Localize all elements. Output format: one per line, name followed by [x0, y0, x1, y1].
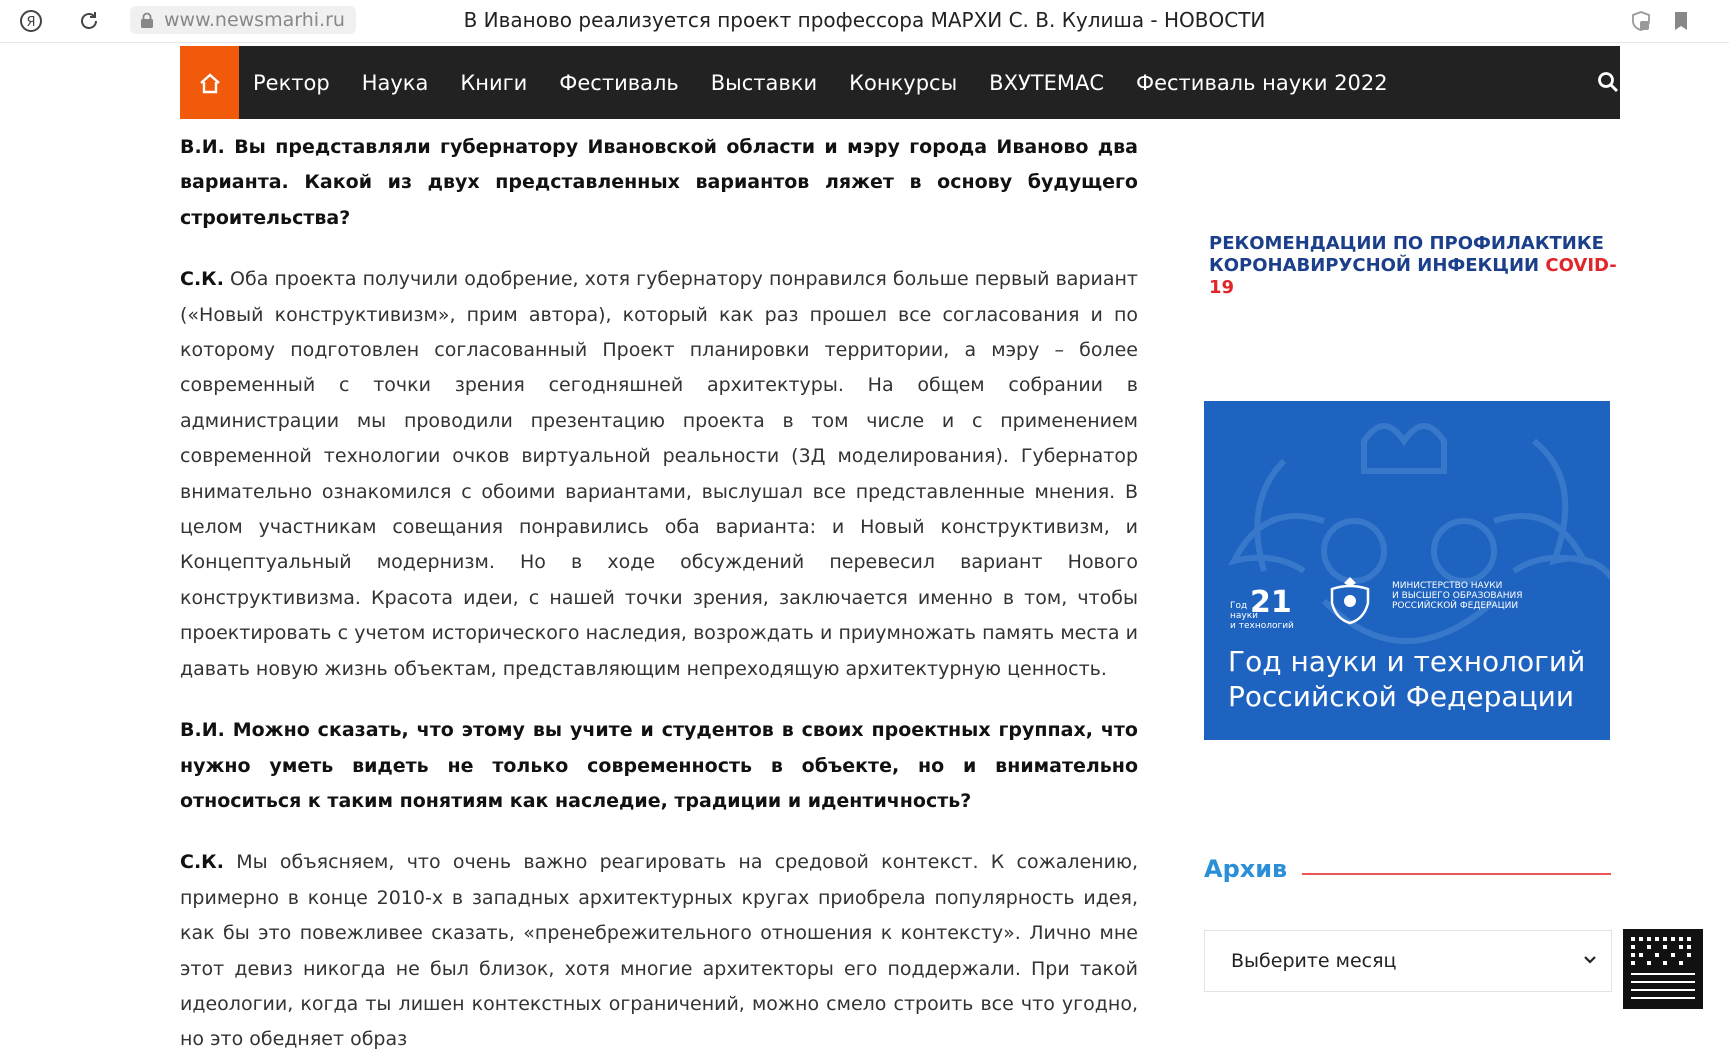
- coat-of-arms-icon: [1322, 571, 1378, 627]
- question-2: В.И. Можно сказать, что этому вы учите и студентов в своих проектных группах, что нужно уметь видеть не только современность в объекте, но и внимательно относиться к таким понятиям как наследие, традиции и идентичность?: [180, 719, 1138, 812]
- url-text: www.newsmarhi.ru: [164, 9, 345, 31]
- ministry-label: МИНИСТЕРСТВО НАУКИ И ВЫСШЕГО ОБРАЗОВАНИЯ РОССИЙСКОЙ ФЕДЕРАЦИИ: [1392, 581, 1523, 611]
- archive-heading: Архив: [1204, 855, 1288, 883]
- banner-title-line-1: Год науки и технологий: [1228, 645, 1586, 678]
- browser-toolbar: [0, 0, 1729, 43]
- nav-item-vkhutemas[interactable]: ВХУТЕМАС: [989, 70, 1105, 95]
- main-navigation: [180, 46, 1620, 119]
- year-badge: 21: [1250, 585, 1292, 620]
- nav-item-rector[interactable]: Ректор: [253, 70, 330, 95]
- archive-divider: [1302, 873, 1611, 875]
- nav-item-science-festival[interactable]: Фестиваль науки 2022: [1136, 70, 1388, 95]
- archive-month-select[interactable]: [1204, 930, 1612, 992]
- nav-item-exhibitions[interactable]: Выставки: [710, 70, 818, 95]
- banner-title-line-2: Российской Федерации: [1228, 680, 1575, 713]
- nav-item-books[interactable]: Книги: [460, 70, 528, 95]
- yandex-icon[interactable]: [18, 8, 44, 34]
- answer-speaker: С.К.: [180, 851, 224, 874]
- banner-title: [1228, 644, 1585, 714]
- answer-text: Мы объясняем, что очень важно реагировать на средовой контекст. К сожалению, примерно в конце 2010-х в западных архитектурных кругах приобрела популярность идея, как бы это повежливее сказать, «пренебрежительного отношения к контексту». Лично мне этот девиз никогда не был близок, хотя многие архитекторы его поддержали. При такой идеологии, когда ты лишен контекстных ограничений, можно смело строить все что угодно, но это обедняет образ: [180, 851, 1138, 1051]
- answer-speaker: С.К.: [180, 268, 224, 291]
- home-button[interactable]: [180, 46, 239, 119]
- answer-1: [180, 262, 1138, 687]
- nav-item-contests[interactable]: Конкурсы: [849, 70, 958, 95]
- answer-2: [180, 845, 1138, 1057]
- nav-item-science[interactable]: Наука: [361, 70, 429, 95]
- svg-text:Я: Я: [26, 15, 36, 30]
- article-body: [180, 130, 1138, 1058]
- home-icon: [198, 72, 222, 94]
- science-year-banner[interactable]: [1204, 401, 1610, 740]
- address-bar[interactable]: [130, 6, 356, 34]
- search-icon[interactable]: [1596, 70, 1620, 94]
- covid-line-1: РЕКОМЕНДАЦИИ ПО ПРОФИЛАКТИКЕ: [1209, 233, 1604, 254]
- year-caption: Год науки и технологий: [1230, 601, 1294, 631]
- page-title: В Иваново реализуется проект профессора МАРХИ С. В. Кулиша - НОВОСТИ: [463, 8, 1266, 32]
- covid-recommendations-link[interactable]: [1209, 233, 1619, 299]
- covid-line-2: КОРОНАВИРУСНОЙ ИНФЕКЦИИ: [1209, 255, 1546, 276]
- question-1: В.И. Вы представляли губернатору Ивановской области и мэру города Иваново два варианта. Какой из двух представленных вариантов ляжет в основу будущего строительства?: [180, 136, 1138, 229]
- covid-label: COVID-19: [1209, 255, 1617, 298]
- archive-select-value: Выберите месяц: [1231, 950, 1397, 972]
- bookmark-icon[interactable]: [1668, 8, 1694, 34]
- nav-item-festival[interactable]: Фестиваль: [559, 70, 679, 95]
- answer-text: Оба проекта получили одобрение, хотя губернатору понравился больше первый вариант («Новый конструктивизм», прим автора), который как раз прошел все согласования и по которому подготовлен согласованный Проект планировки территории, а мэру – более современный с точки зрения сегодняшней архитектуры. На общем собрании в администрации мы проводили презентацию проекта в том числе и с применением современной технологии очков виртуальной реальности (3Д моделирования). Губернатор внимательно ознакомился с обоими вариантами, выслушал все представленные мнения. В целом участникам совещания понравились оба варианта: и Новый конструктивизм, и Концептуальный модернизм. Но в ходе обсуждений перевесил вариант Нового конструктивизма. Красота идеи, с нашей точки зрения, заключается именно в том, чтобы проектировать с учетом исторического наследия, возрождать и приумножать память места и давать новую жизнь объектам, представляющим непреходящую архитектурную ценность.: [180, 268, 1138, 680]
- protect-icon[interactable]: [1628, 8, 1654, 34]
- lab-logo-icon[interactable]: [1623, 929, 1703, 1009]
- reload-icon[interactable]: [76, 8, 102, 34]
- chevron-down-icon: [1583, 953, 1597, 967]
- lock-icon: [136, 12, 158, 28]
